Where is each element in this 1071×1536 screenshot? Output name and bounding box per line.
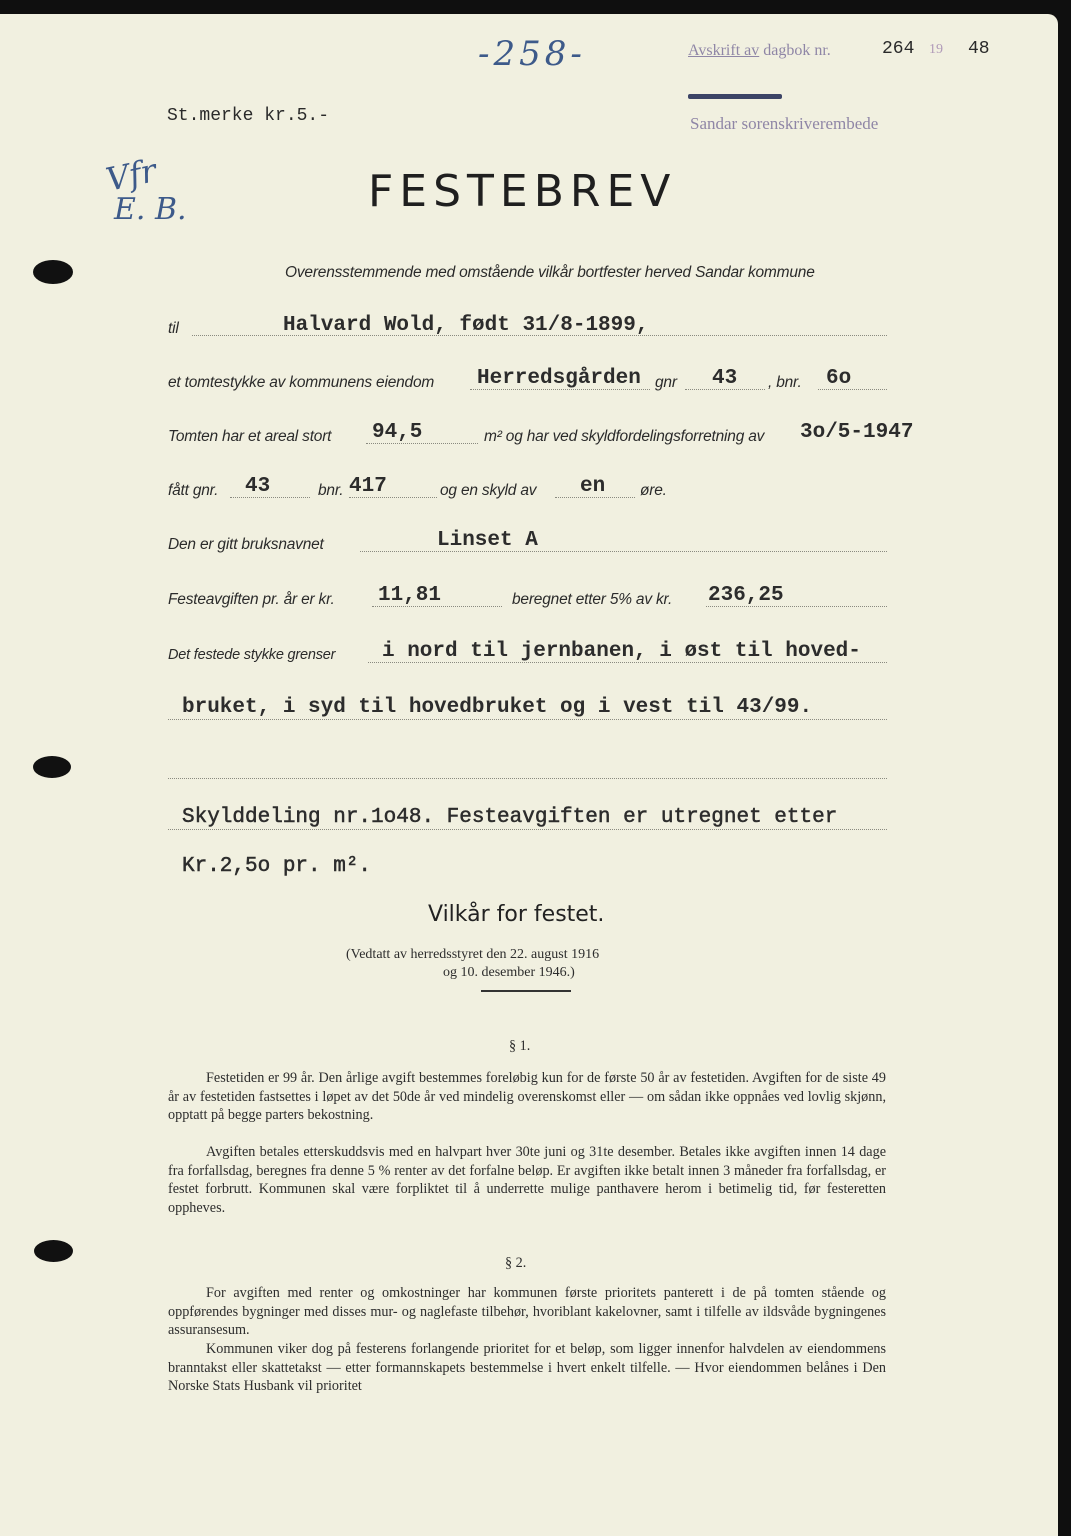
divider: [481, 990, 571, 992]
area-field: 94,5: [372, 421, 423, 444]
stamp-office: Sandar sorenskriverembede: [690, 114, 879, 133]
section-1-paragraph-1: Festetiden er 99 år. Den årlige avgift bestemmes foreløbig kun for de første 50 år av festetiden. Avgiften for de siste 49 år av festetiden fastsettes i løpet av det 50de år ved mindelig overenskomst eller — om sådan ikke oppnåes ved lovlig skjønn, opptatt på begge parters bekostning.: [168, 1070, 886, 1123]
section-2-paragraph-2: Kommunen viker dog på festerens forlangende prioritet for et beløp, som ligger innenfor halvdelen av eiendommens branntakst eller skattetakst — etter formannskapets bestemmelse i hvert enkelt tilfelle. — Hvor eiendommen belånes i Den Norske Stats Husbank vil prioritet: [168, 1341, 886, 1394]
festeavgift-label: Festeavgiften pr. år er kr.: [168, 591, 335, 608]
fatt-gnr-label: fått gnr.: [168, 482, 219, 499]
section-1-paragraph-2: Avgiften betales etterskuddsvis med en halvpart hver 30te juni og 31te desember. Betales ikke avgiften innen 14 dage fra forfallsdag, beregnes fra denne 5 % renter av det forfalne beløp. Er avgiften ikke betalt innen 3 måneder fra forfallsdag, er festet forbrutt. Kommunen skal være forpliktet til å underrette mulige panthavere herom i betimelig tid, før festeretten oppheves.: [168, 1144, 886, 1216]
stamp-fee: St.merke kr.5.-: [167, 106, 330, 126]
skyld-label: og en skyld av: [440, 482, 537, 499]
bnr-field: 6o: [826, 367, 852, 390]
punch-hole-top: [33, 260, 73, 284]
areal-unit-label: m² og har ved skyldfordelingsforretning av: [484, 428, 765, 445]
conditions-heading: Vilkår for festet.: [428, 902, 605, 927]
conditions-subheading-1: (Vedtatt av herredsstyret den 22. august 1916: [346, 947, 600, 962]
lessee-name-field: Halvard Wold, født 31/8-1899,: [283, 314, 649, 337]
stamp-strikeout: [688, 94, 782, 99]
new-bnr-dotted-line: [349, 497, 437, 498]
skyldfordeling-date-field: 3o/5-1947: [800, 421, 914, 444]
punch-hole-middle: [33, 756, 71, 778]
skyld-field: en: [580, 475, 606, 498]
ore-label: øre.: [640, 482, 667, 499]
stamp-year: 48: [968, 39, 990, 59]
note-dotted-line: [168, 829, 887, 830]
new-bnr-field: 417: [349, 475, 387, 498]
annual-fee-field: 11,81: [378, 584, 442, 607]
handwritten-initials-2: E. B.: [114, 192, 187, 227]
boundaries-field-line2: bruket, i syd til hovedbruket og i vest til 43/99.: [182, 696, 813, 719]
new-bnr-label: bnr.: [318, 482, 344, 499]
eiendom-label: et tomtestykke av kommunens eiendom: [168, 374, 435, 391]
note-line2: Kr.2,5o pr. m².: [182, 855, 372, 878]
handwritten-page-number: -258-: [478, 34, 586, 74]
section-1-number: § 1.: [509, 1038, 531, 1054]
gnr-field: 43: [712, 367, 738, 390]
gnr-label: gnr: [655, 374, 677, 391]
grenser-dotted-line-2: [168, 719, 887, 720]
bruksnavn-label: Den er gitt bruksnavnet: [168, 536, 324, 553]
grenser-label: Det festede stykke grenser: [168, 647, 336, 663]
bruksnavn-field: Linset A: [437, 529, 538, 552]
til-label: til: [168, 320, 179, 337]
stamp-year-prefix: 19: [929, 42, 943, 57]
stamp-dagbok: dagbok nr.: [763, 42, 831, 59]
new-gnr-field: 43: [245, 475, 271, 498]
property-name-field: Herredsgården: [477, 367, 641, 390]
section-2-paragraph-1: For avgiften med renter og omkostninger har kommunen første prioritets panterett i de på tomten stående og oppførendes bygninger med disses mur- og naglefaste tilbehør, hvoriblant kakelovner, samt i tilfelle av ildsvåde bygningenes assuransesum.: [168, 1285, 886, 1338]
base-amount-field: 236,25: [708, 584, 784, 607]
stamp-label: Avskrift av: [688, 42, 760, 59]
blank-dotted-line: [168, 778, 887, 779]
punch-hole-bottom: [34, 1240, 73, 1262]
intro-text: Overensstemmende med omstående vilkår bortfester herved Sandar kommune: [285, 264, 815, 281]
areal-label: Tomten har et areal stort: [168, 428, 332, 445]
beregnet-label: beregnet etter 5% av kr.: [512, 591, 673, 608]
stamp-number: 264: [882, 39, 915, 59]
note-line1: Skylddeling nr.1o48. Festeavgiften er utregnet etter: [182, 806, 838, 829]
document-title: FESTEBREV: [368, 166, 677, 217]
section-2-number: § 2.: [505, 1255, 527, 1271]
bnr-label: , bnr.: [768, 374, 802, 391]
handwritten-initials-1: Vfr: [102, 151, 160, 199]
document-page: [0, 14, 1058, 1536]
stamp-line1: [688, 42, 831, 60]
boundaries-field-line1: i nord til jernbanen, i øst til hoved-: [382, 640, 861, 663]
conditions-subheading-2: og 10. desember 1946.): [443, 965, 575, 980]
